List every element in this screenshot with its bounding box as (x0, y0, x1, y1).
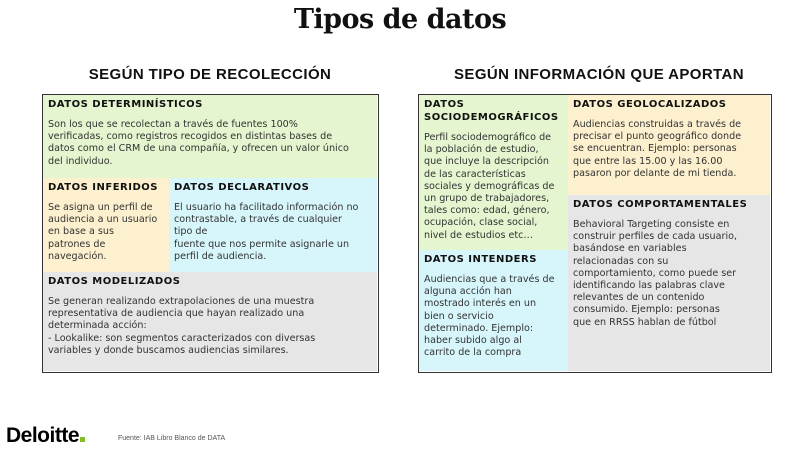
section-heading-recoleccion: SEGÚN TIPO DE RECOLECCIÓN (88, 66, 332, 83)
box-body: Perfil sociodemográfico de la población de estudio, que incluye la descripción de las características sociales y demográficas de un grupo de trabajadores, tales como: edad, género, ocupación, clase social, nivel de estudios etc… (424, 132, 555, 241)
logo-dot-icon (80, 437, 85, 442)
box-title: DATOS DETERMINÍSTICOS (48, 99, 203, 110)
logo-text: Deloitte (6, 424, 80, 447)
panel-informacion-aportan (418, 94, 772, 373)
page-title: Tipos de datos (293, 4, 507, 35)
box-title: DATOS GEOLOCALIZADOS (573, 99, 727, 110)
box-datos-modelizados (43, 272, 377, 371)
box-body: Son los que se recolectan a través de fuentes 100% verificadas, como registros recogidos en distintas bases de datos como el CRM de una compañía, y ofrecen un valor único del individuo. (48, 119, 349, 167)
box-title: DATOS SOCIODEMOGRÁFICOS (424, 99, 559, 123)
box-title: DATOS INTENDERS (424, 254, 537, 265)
panel-tipo-recoleccion (42, 94, 379, 373)
box-datos-intenders (419, 250, 568, 371)
box-datos-geolocalizados (568, 95, 770, 195)
box-datos-declarativos (169, 178, 377, 272)
deloitte-logo (6, 424, 85, 448)
box-datos-deterministicos (43, 95, 377, 178)
box-datos-inferidos (43, 178, 169, 272)
box-body: Audiencias construidas a través de precisar el punto geográfico donde se encuentran. Ejemplo: personas que entre las 15.00 y las 16.00 pasaron por delante de mi tienda. (573, 119, 742, 179)
source-note: Fuente: IAB Libro Blanco de DATA (118, 435, 226, 442)
box-body: Audiencias que a través de alguna acción han mostrado interés en un bien o servicio determinado. Ejemplo: haber subido algo al carrito de la compra (424, 274, 555, 359)
box-title: DATOS DECLARATIVOS (174, 182, 310, 193)
box-body: El usuario ha facilitado información no contrastable, a través de cualquier tipo de fuente que nos permite asignarle un perfil de audiencia. (174, 202, 359, 262)
box-datos-comportamentales (568, 195, 770, 371)
box-title: DATOS COMPORTAMENTALES (573, 199, 748, 210)
section-heading-informacion: SEGÚN INFORMACIÓN QUE APORTAN (454, 66, 744, 83)
box-title: DATOS MODELIZADOS (48, 276, 181, 287)
box-datos-sociodemograficos (419, 95, 568, 250)
box-body: Se generan realizando extrapolaciones de una muestra representativa de audiencia que hayan realizado una determinada acción: - Lookalike: son segmentos caracterizados con diversas variables y donde buscamos audiencias similares. (48, 296, 316, 356)
box-body: Se asigna un perfil de audiencia a un usuario en base a sus patrones de navegación. (48, 202, 158, 262)
box-body: Behavioral Targeting consiste en construir perfiles de cada usuario, basándose en variables relacionadas con su comportamiento, como puede ser identificando las palabras clave relevantes de un contenido consumido. Ejemplo: personas que en RRSS hablan de fútbol (573, 219, 738, 328)
box-title: DATOS INFERIDOS (48, 182, 158, 193)
